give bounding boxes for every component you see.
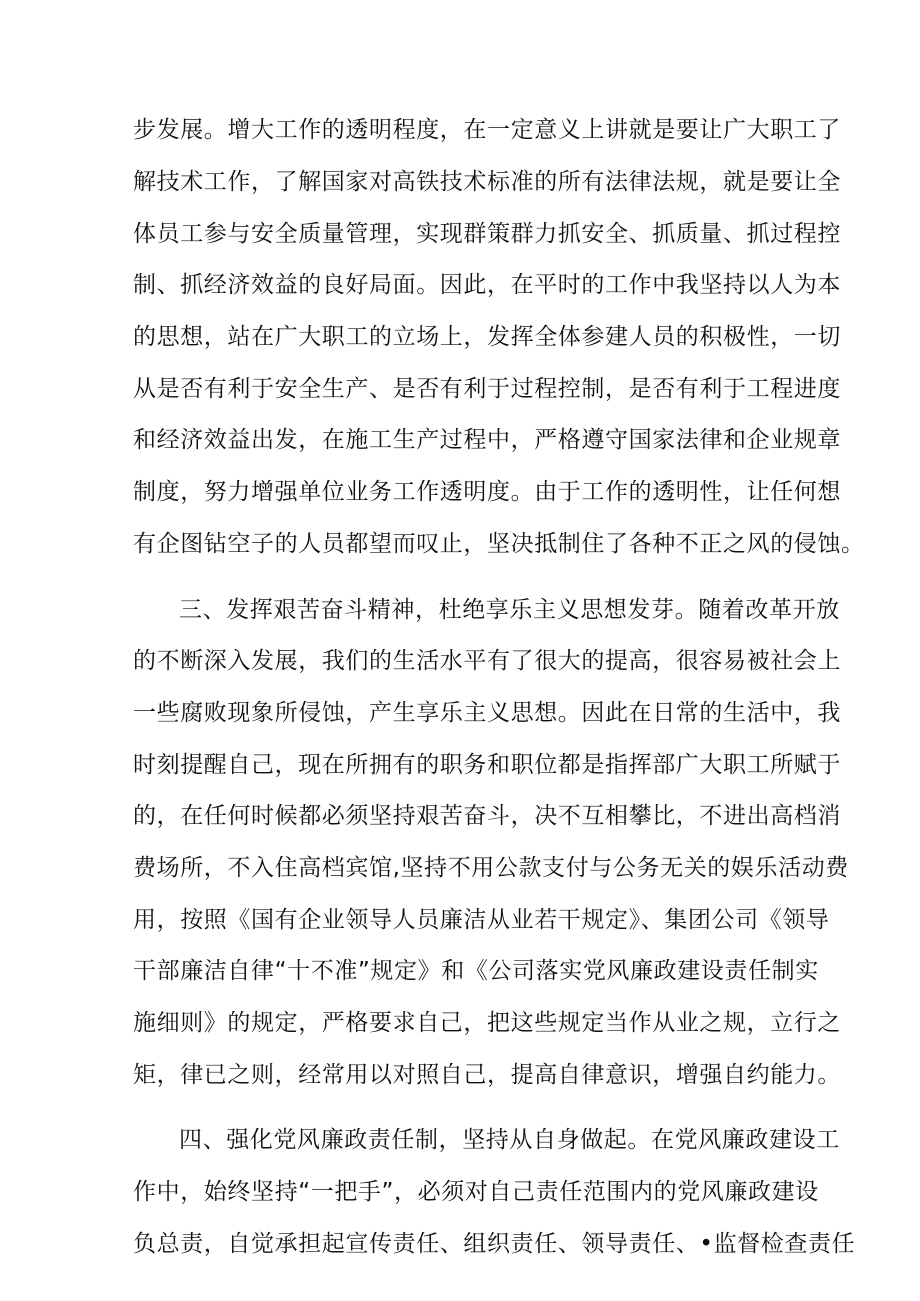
paragraph-1-line-1: 步发展。增大工作的透明程度，在一定意义上讲就是要让广大职工了 — [133, 117, 841, 143]
paragraph-1-line-3: 体员工参与安全质量管理，实现群策群力抓安全、抓质量、抓过程控 — [133, 221, 841, 247]
paragraph-3-line-3: 负总责，自觉承担起宣传责任、组织责任、领导责任、•监督检查责任 — [133, 1231, 856, 1257]
paragraph-1-line-5: 的思想，站在广大职工的立场上，发挥全体参建人员的积极性，一切 — [133, 324, 841, 350]
paragraph-2-line-2: 的不断深入发展，我们的生活水平有了很大的提高，很容易被社会上 — [133, 648, 841, 674]
paragraph-1-line-6: 从是否有利于安全生产、是否有利于过程控制，是否有利于工程进度 — [133, 376, 841, 402]
paragraph-2-line-1: 三、发挥艰苦奋斗精神，杜绝享乐主义思想发芽。随着改革开放 — [179, 597, 840, 623]
paragraph-2-line-10: 矩，律已之则，经常用以对照自己，提高自律意识，增强自约能力。 — [133, 1062, 841, 1088]
paragraph-1-line-8: 制度，努力增强单位业务工作透明度。由于工作的透明性，让任何想 — [133, 479, 841, 505]
paragraph-2-line-4: 时刻提醒自己，现在所拥有的职务和职位都是指挥部广大职工所赋于 — [133, 752, 841, 778]
paragraph-2-line-8: 干部廉洁自律“十不准”规定》和《公司落实党风廉政建设责任制实 — [133, 958, 819, 984]
paragraph-3-line-2: 作中，始终坚持“一把手”，必须对自己责任范围内的党风廉政建设 — [133, 1179, 819, 1205]
paragraph-1-line-9: 有企图钻空子的人员都望而叹止，坚决抵制住了各种不正之风的侵蚀。 — [133, 531, 865, 557]
paragraph-2-line-6: 费场所，不入住高档宾馆,坚持不用公款支付与公务无关的娱乐活动费 — [133, 855, 849, 881]
paragraph-1-line-2: 解技术工作，了解国家对高铁技术标准的所有法律法规，就是要让全 — [133, 169, 841, 195]
paragraph-3-line-1: 四、强化党风廉政责任制，坚持从自身做起。在党风廉政建设工 — [179, 1127, 840, 1153]
paragraph-2-line-7: 用，按照《国有企业领导人员廉洁从业若干规定》、集团公司《领导 — [133, 907, 830, 933]
paragraph-2-line-3: 一些腐败现象所侵蚀，产生享乐主义思想。因此在日常的生活中，我 — [133, 700, 841, 726]
paragraph-1-line-4: 制、抓经济效益的良好局面。因此，在平时的工作中我坚持以人为本 — [133, 272, 841, 298]
paragraph-1-line-7: 和经济效益出发，在施工生产过程中，严格遵守国家法律和企业规章 — [133, 427, 841, 453]
paragraph-2-line-5: 的，在任何时候都必须坚持艰苦奋斗，决不互相攀比，不进出高档消 — [133, 803, 841, 829]
paragraph-2-line-9: 施细则》的规定，严格要求自己，把这些规定当作从业之规，立行之 — [133, 1010, 841, 1036]
